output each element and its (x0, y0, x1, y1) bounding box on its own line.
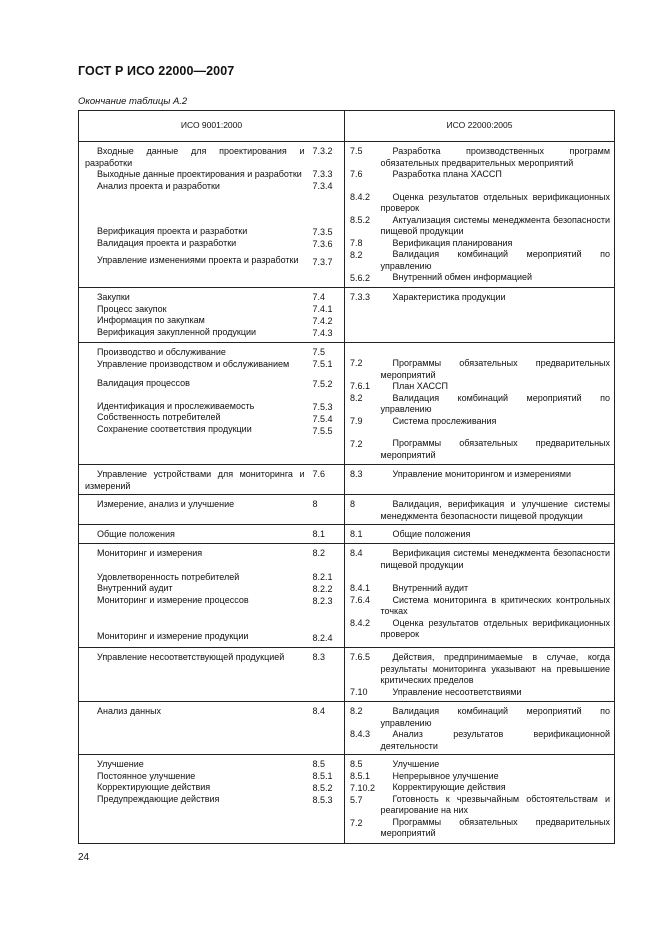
iso22000-clause-title: Непрерывное улучшение (392, 770, 499, 781)
table-row (79, 465, 615, 495)
iso9001-clause-number: 8 (312, 499, 318, 509)
iso22000-clause-title: Программы обязательных предварительных мероприятий (380, 358, 611, 380)
iso22000-clause-title: Программы обязательных предварительных мероприятий (380, 438, 611, 460)
iso9001-clause-number: 7.5 (312, 347, 326, 357)
column-header-iso9001: ИСО 9001:2000 (79, 111, 345, 142)
iso22000-number-cell (345, 755, 381, 844)
iso22000-clause-number: 8.2 (350, 393, 363, 403)
iso9001-clause-title: Постоянное улучшение (97, 770, 196, 781)
iso22000-clause-number: 7.6.5 (350, 652, 371, 662)
iso22000-clause-number: 5.7 (350, 795, 363, 805)
iso22000-clause-cell (381, 525, 615, 544)
iso9001-clause-title: Корректирующие действия (97, 782, 211, 792)
iso22000-clause-number: 8.4.2 (350, 618, 371, 628)
iso22000-clause-number: 7.2 (350, 358, 363, 368)
iso22000-clause-number: 7.10 (350, 687, 368, 697)
iso9001-clause-title: Собственность потребителей (97, 412, 221, 422)
table-row (79, 755, 615, 844)
iso9001-clause-title: Улучшение (97, 759, 144, 769)
iso22000-clause-cell (381, 343, 615, 465)
iso22000-clause-cell (381, 465, 615, 495)
iso22000-clause-number: 8.1 (350, 529, 363, 539)
iso9001-number-cell (309, 755, 345, 844)
iso22000-clause-title: План ХАССП (392, 381, 448, 391)
iso22000-clause-title: Разработка плана ХАССП (392, 169, 502, 179)
iso22000-number-cell (345, 495, 381, 525)
iso9001-clause-number: 8.2.4 (312, 633, 333, 643)
iso9001-clause-title: Управление производством и обслуживанием (97, 358, 290, 369)
iso22000-clause-number: 5.6.2 (350, 273, 371, 283)
iso9001-clause-title: Измерение, анализ и улучшение (97, 499, 235, 509)
iso22000-clause-title: Валидация комбинаций мероприятий по управлению (380, 392, 611, 414)
iso9001-clause-number: 7.4.3 (312, 328, 333, 338)
iso22000-clause-title: Оценка результатов отдельных верификационных проверок (380, 617, 611, 639)
iso9001-clause-number: 8.4 (312, 706, 326, 716)
iso22000-clause-number: 7.10.2 (350, 783, 376, 793)
iso9001-clause-title: Управление устройствами для мониторинга и измерений (85, 469, 305, 491)
iso22000-clause-title: Верификация планирования (392, 237, 513, 248)
iso9001-clause-number: 7.3.7 (312, 257, 333, 267)
iso9001-clause-cell (79, 648, 309, 702)
iso9001-number-cell (309, 495, 345, 525)
iso22000-clause-number: 8.4.2 (350, 192, 371, 202)
iso22000-clause-number: 7.2 (350, 439, 363, 449)
iso9001-clause-number: 7.3.6 (312, 239, 333, 249)
iso22000-clause-title: Разработка производственных программ обязательных предварительных мероприятий (380, 146, 611, 168)
iso22000-clause-number: 7.2 (350, 818, 363, 828)
iso9001-clause-number: 7.5.2 (312, 379, 333, 389)
iso22000-clause-title: Внутренний аудит (392, 583, 469, 593)
iso9001-clause-cell (79, 702, 309, 755)
iso22000-clause-cell (381, 288, 615, 343)
iso22000-clause-title: Система прослеживания (392, 415, 497, 426)
iso22000-clause-number: 8 (350, 499, 356, 509)
iso22000-clause-title: Улучшение (392, 759, 440, 769)
iso22000-clause-title: Верификация системы менеджмента безопасности пищевой продукции (380, 548, 611, 570)
iso9001-clause-cell (79, 525, 309, 544)
column-header-iso22000: ИСО 22000:2005 (345, 111, 615, 142)
table-body (79, 142, 615, 844)
iso22000-clause-title: Готовность к чрезвычайным обстоятельствам и реагирование на них (380, 793, 611, 815)
iso22000-clause-title: Характеристика продукции (392, 292, 506, 302)
iso22000-clause-cell (381, 495, 615, 525)
iso22000-clause-title: Действия, предпринимаемые в случае, когда результаты мониторинга указывают на превышение критических пределов (380, 652, 611, 685)
iso22000-number-cell (345, 544, 381, 648)
iso9001-clause-title: Верификация закупленной продукции (97, 326, 257, 337)
iso9001-clause-title: Внутренний аудит (97, 583, 173, 593)
table-row (79, 648, 615, 702)
iso22000-clause-cell (381, 648, 615, 702)
iso22000-clause-cell (381, 142, 615, 288)
iso22000-clause-number: 8.2 (350, 706, 363, 716)
iso9001-clause-title: Управление несоответствующей продукцией (97, 652, 285, 662)
iso22000-clause-title: Оценка результатов отдельных верификационных проверок (380, 191, 611, 213)
iso9001-number-cell (309, 343, 345, 465)
iso22000-clause-cell (381, 544, 615, 648)
iso9001-clause-title: Валидация проекта и разработки (97, 237, 237, 248)
iso9001-clause-title: Мониторинг и измерение процессов (97, 594, 249, 605)
iso22000-number-cell (345, 465, 381, 495)
iso9001-number-cell (309, 525, 345, 544)
iso22000-clause-number: 7.6 (350, 169, 363, 179)
iso22000-clause-title: Валидация комбинаций мероприятий по управлению (380, 249, 611, 271)
iso22000-clause-number: 8.4 (350, 548, 363, 558)
table-row (79, 142, 615, 288)
iso22000-clause-number: 7.6.1 (350, 381, 371, 391)
iso22000-clause-cell (381, 755, 615, 844)
iso22000-clause-number: 8.4.3 (350, 729, 371, 739)
iso9001-number-cell (309, 142, 345, 288)
iso9001-clause-number: 8.1 (312, 529, 326, 539)
iso22000-clause-number: 7.9 (350, 416, 363, 426)
iso9001-clause-title: Сохранение соответствия продукции (97, 423, 252, 434)
iso22000-clause-title: Актуализация системы менеджмента безопасности пищевой продукции (380, 214, 611, 236)
iso22000-clause-title: Валидация, верификация и улучшение системы менеджмента безопасности пищевой продукции (380, 499, 611, 521)
iso9001-clause-number: 7.3.2 (312, 146, 333, 156)
iso9001-clause-number: 8.2.3 (312, 596, 333, 606)
iso9001-clause-title: Входные данные для проектирования и разработки (85, 146, 305, 168)
iso9001-clause-title: Анализ проекта и разработки (97, 180, 220, 191)
iso9001-clause-title: Выходные данные проектирования и разработки (97, 169, 302, 179)
iso22000-clause-number: 8.4.1 (350, 583, 371, 593)
iso22000-clause-number: 8.5 (350, 759, 363, 769)
iso22000-clause-number: 7.8 (350, 238, 363, 248)
iso22000-clause-title: Валидация комбинаций мероприятий по управлению (380, 706, 611, 728)
iso9001-clause-number: 7.4.2 (312, 316, 333, 326)
iso9001-clause-title: Закупки (97, 292, 130, 302)
iso9001-number-cell (309, 288, 345, 343)
table-row (79, 343, 615, 465)
iso9001-clause-title: Общие положения (97, 529, 175, 539)
iso22000-number-cell (345, 702, 381, 755)
iso9001-clause-number: 7.3.3 (312, 169, 333, 179)
iso9001-clause-title: Мониторинг и измерения (97, 548, 203, 558)
table-row (79, 495, 615, 525)
iso9001-clause-title: Удовлетворенность потребителей (97, 571, 240, 582)
iso9001-clause-number: 7.5.3 (312, 402, 333, 412)
iso9001-clause-number: 7.3.4 (312, 181, 333, 191)
iso9001-clause-cell (79, 544, 309, 648)
iso9001-clause-cell (79, 495, 309, 525)
iso9001-clause-number: 8.2.1 (312, 572, 333, 582)
table-header-row (79, 111, 615, 142)
iso22000-clause-number: 8.3 (350, 469, 363, 479)
iso22000-number-cell (345, 142, 381, 288)
iso9001-clause-title: Производство и обслуживание (97, 347, 226, 357)
iso9001-number-cell (309, 702, 345, 755)
iso9001-clause-number: 7.4.1 (312, 304, 333, 314)
iso22000-clause-number: 7.5 (350, 146, 363, 156)
table-row (79, 702, 615, 755)
iso22000-clause-title: Система мониторинга в критических контрольных точках (380, 594, 611, 616)
iso9001-clause-number: 8.5.1 (312, 771, 333, 781)
table-caption: Окончание таблицы А.2 (78, 96, 188, 107)
table-row (79, 525, 615, 544)
page-number: 24 (78, 852, 90, 863)
iso9001-clause-title: Анализ данных (97, 706, 162, 716)
document-header: ГОСТ Р ИСО 22000—2007 (78, 64, 235, 78)
iso9001-number-cell (309, 544, 345, 648)
iso22000-clause-title: Внутренний обмен информацией (392, 272, 533, 282)
iso22000-clause-number: 7.3.3 (350, 292, 371, 302)
iso9001-clause-number: 7.3.5 (312, 227, 333, 237)
iso9001-number-cell (309, 648, 345, 702)
iso22000-number-cell (345, 648, 381, 702)
iso9001-clause-number: 8.5.2 (312, 783, 333, 793)
iso9001-number-cell (309, 465, 345, 495)
iso9001-clause-number: 7.5.1 (312, 359, 333, 369)
iso9001-clause-cell (79, 288, 309, 343)
iso22000-clause-title: Программы обязательных предварительных мероприятий (380, 816, 611, 838)
iso9001-clause-number: 7.5.5 (312, 426, 333, 436)
iso9001-clause-number: 8.3 (312, 652, 326, 662)
iso9001-clause-number: 8.2 (312, 548, 326, 558)
iso9001-clause-number: 7.5.4 (312, 414, 333, 424)
iso9001-clause-number: 7.6 (312, 469, 326, 479)
iso9001-clause-number: 7.4 (312, 292, 326, 302)
iso22000-number-cell (345, 288, 381, 343)
iso22000-clause-number: 8.5.2 (350, 215, 371, 225)
iso9001-clause-number: 8.5 (312, 759, 326, 769)
iso9001-clause-number: 8.5.3 (312, 795, 333, 805)
iso9001-clause-title: Управление изменениями проекта и разработки (97, 255, 299, 265)
iso22000-clause-number: 8.5.1 (350, 771, 371, 781)
iso22000-clause-title: Корректирующие действия (392, 782, 506, 792)
iso22000-clause-title: Управление мониторингом и измерениями (392, 469, 572, 479)
mapping-table (78, 110, 615, 844)
iso9001-clause-cell (79, 343, 309, 465)
iso22000-number-cell (345, 525, 381, 544)
iso9001-clause-title: Предупреждающие действия (97, 793, 220, 804)
iso22000-clause-cell (381, 702, 615, 755)
iso22000-number-cell (345, 343, 381, 465)
iso22000-clause-title: Общие положения (392, 529, 471, 539)
iso9001-clause-title: Валидация процессов (97, 378, 190, 388)
iso9001-clause-title: Информация по закупкам (97, 315, 205, 325)
iso9001-clause-cell (79, 142, 309, 288)
table-row (79, 544, 615, 648)
iso22000-clause-title: Управление несоответствиями (392, 686, 522, 697)
iso9001-clause-number: 8.2.2 (312, 584, 333, 594)
iso22000-clause-title: Анализ результатов верификационной деятельности (380, 729, 611, 751)
iso9001-clause-cell (79, 465, 309, 495)
iso22000-clause-number: 8.2 (350, 250, 363, 260)
iso22000-clause-number: 7.6.4 (350, 595, 371, 605)
iso9001-clause-title: Идентификация и прослеживаемость (97, 400, 255, 411)
iso9001-clause-cell (79, 755, 309, 844)
table-row (79, 288, 615, 343)
iso9001-clause-title: Процесс закупок (97, 303, 167, 314)
iso9001-clause-title: Мониторинг и измерение продукции (97, 631, 249, 641)
iso9001-clause-title: Верификация проекта и разработки (97, 226, 248, 236)
